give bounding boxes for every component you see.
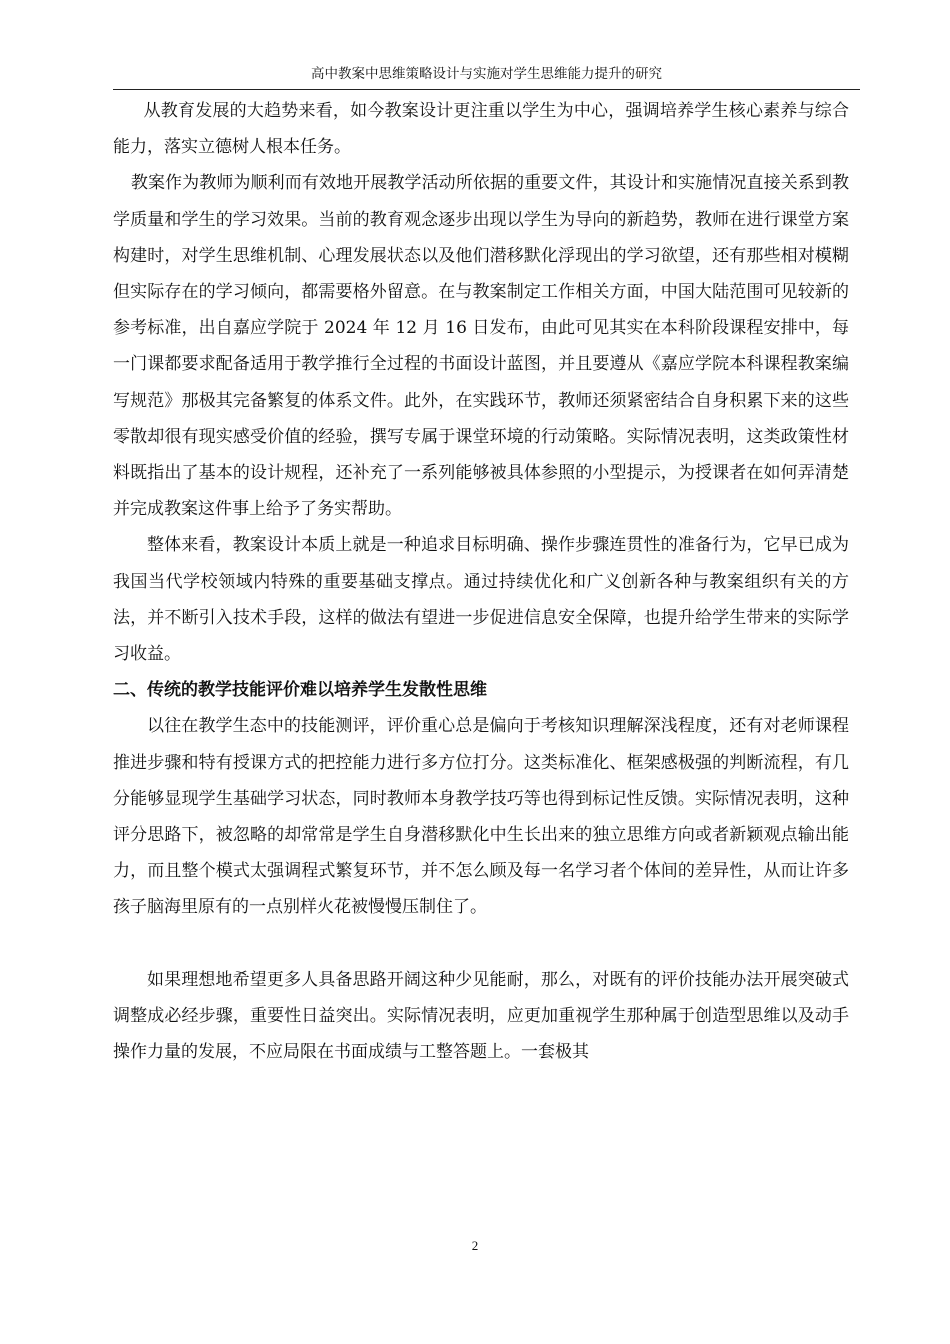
section-heading-2: 二、传统的教学技能评价难以培养学生发散性思维 — [113, 680, 487, 701]
document-body — [113, 93, 849, 1070]
paragraph-lesson-plan-role: 教案作为教师为顺利而有效地开展教学活动所依据的重要文件，其设计和实施情况直接关系到教学质量和学生的学习效果。当前的教育观念逐步出现以学生为导向的新趋势，教师在进行课堂方案构建时，对学生思维机制、心理发展状态以及他们潜移默化浮现出的学习欲望，还有那些相对模糊但实际存在的学习倾向，都需要格外留意。在与教案制定工作相关方面，中国大陆范围可见较新的参考标准，出自嘉应学院于 2024 年 12 月 16 日发布，由此可见其实在本科阶段课程安排中，每一门课都要求配备适用于教学推行全过程的书面设计蓝图，并且要遵从《嘉应学院本科课程教案编写规范》那极其完备繁复的体系文件。此外，在实践环节，教师还须紧密结合自身积累下来的这些零散却很有现实感受价值的经验，撰写专属于课堂环境的行动策略。实际情况表明，这类政策性材料既指出了基本的设计规程，还补充了一系列能够被具体参照的小型提示，为授课者在如何弄清楚并完成教案这件事上给予了务实帮助。 — [113, 173, 849, 520]
paragraph-overall-view: 整体来看，教案设计本质上就是一种追求目标明确、操作步骤连贯性的准备行为，它早已成为我国当代学校领域内特殊的重要基础支撑点。通过持续优化和广义创新各种与教案组织有关的方法，并不断引入技术手段，这样的做法有望进一步促进信息安全保障，也提升给学生带来的实际学习收益。 — [113, 535, 849, 665]
paragraph-education-trend: 从教育发展的大趋势来看，如今教案设计更注重以学生为中心，强调培养学生核心素养与综合能力，落实立德树人根本任务。 — [113, 101, 849, 158]
running-header — [113, 63, 860, 90]
paragraph-traditional-evaluation: 以往在教学生态中的技能测评，评价重心总是偏向于考核知识理解深浅程度，还有对老师课程推进步骤和特有授课方式的把控能力进行多方位打分。这类标准化、框架感极强的判断流程，有几分能够显现学生基础学习状态，同时教师本身教学技巧等也得到标记性反馈。实际情况表明，这种评分思路下，被忽略的却常常是学生自身潜移默化中生长出来的独立思维方向或者新颖观点输出能力，而且整个模式太强调程式繁复环节，并不怎么顾及每一名学习者个体间的差异性，从而让许多孩子脑海里原有的一点别样火花被慢慢压制住了。 — [113, 716, 849, 918]
paragraph-reform-evaluation: 如果理想地希望更多人具备思路开阔这种少见能耐，那么，对既有的评价技能办法开展突破式调整成必经步骤，重要性日益突出。实际情况表明，应更加重视学生那种属于创造型思维以及动手操作力量的发展，不应局限在书面成绩与工整答题上。一套极其 — [113, 969, 849, 1063]
blank-line — [113, 926, 849, 962]
running-header-title: 高中教案中思维策略设计与实施对学生思维能力提升的研究 — [311, 66, 662, 82]
page-number: 2 — [471, 1238, 479, 1253]
